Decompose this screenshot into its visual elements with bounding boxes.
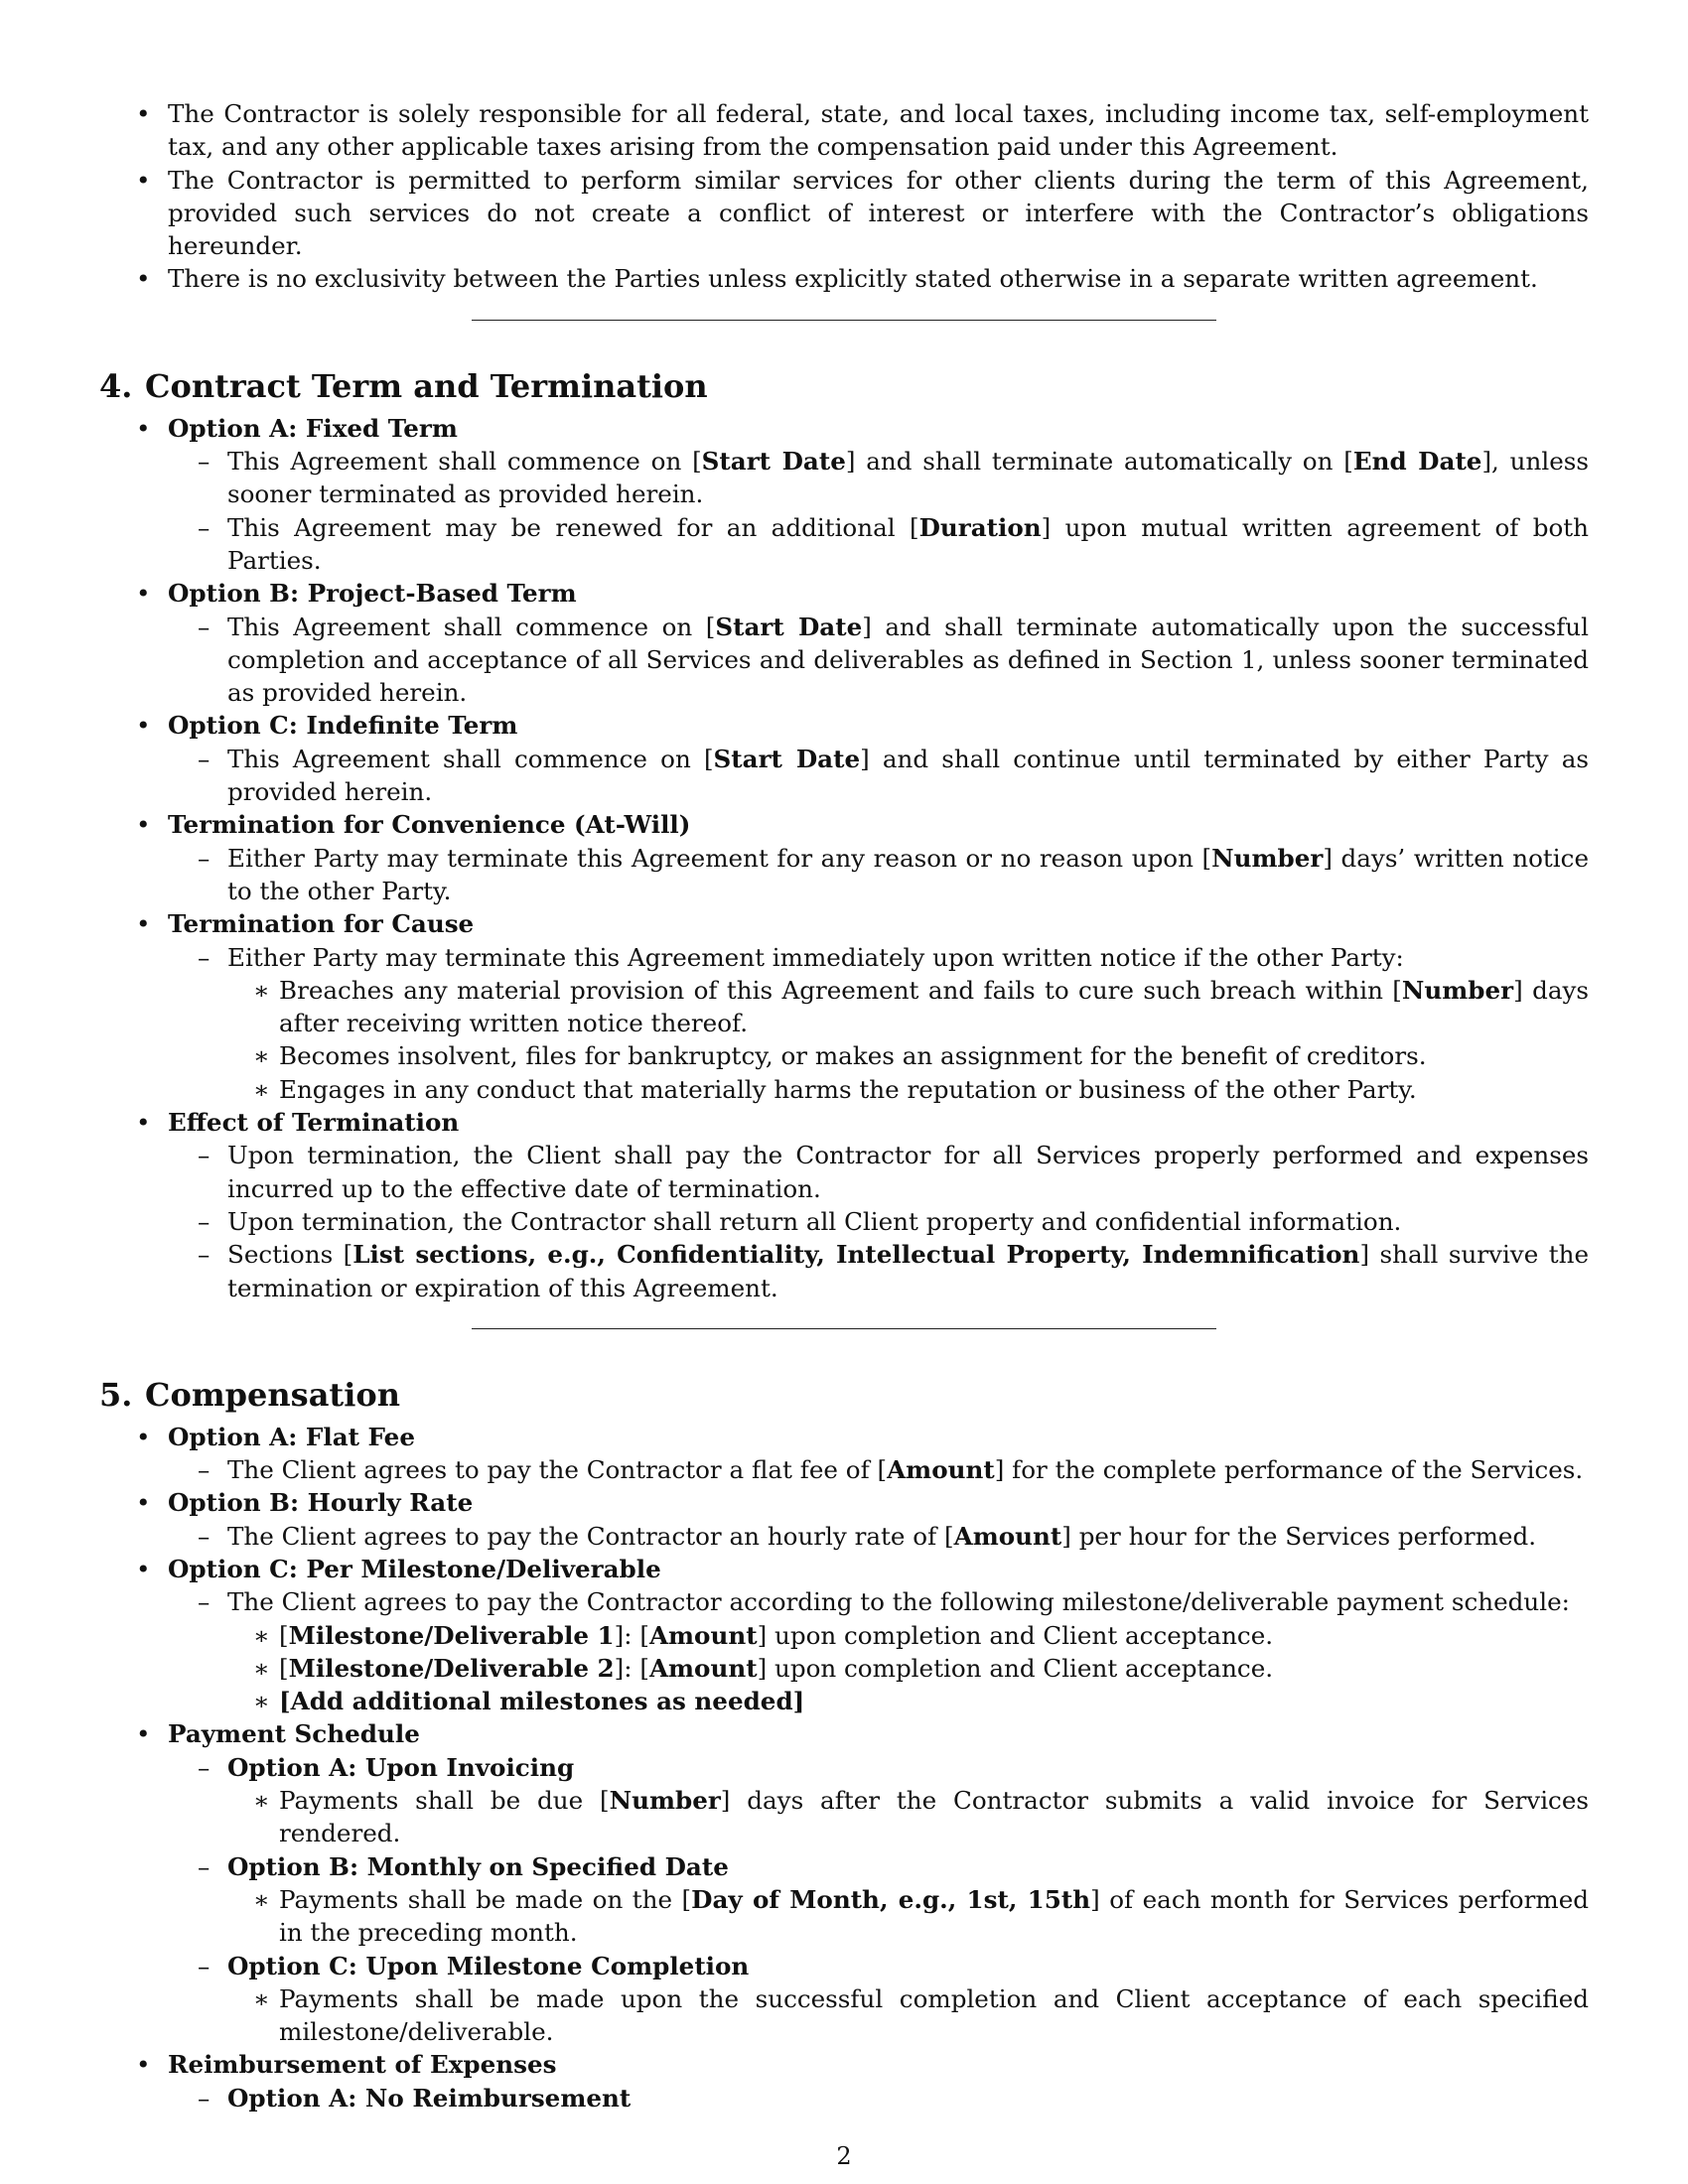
- effect-of-termination: • Effect of Termination – Upon termination, the Client shall pay the Contractor for all Services properly performed and expenses incurred up to the effective date of termination. – Upon termination, the Contractor shall return all Client property and confidential information. – Sections [List sections, e.g., Confidentiality, Intellectual Property, Indemnification] shall survive the termination or expiration of this Agreement.: [99, 1106, 1589, 1304]
- document-page: [99, 97, 1589, 2124]
- list-item: – The Client agrees to pay the Contractor a flat fee of [Amount] for the complete performance of the Services.: [168, 1453, 1589, 1486]
- list-item: – This Agreement shall commence on [Start Date] and shall terminate automatically upon the successful completion and acceptance of all Services and deliverables as defined in Section 1, unless sooner terminated as provided herein.: [168, 611, 1589, 710]
- list-item: • The Contractor is permitted to perform similar services for other clients during the term of this Agreement, provided such services do not create a conflict of interest or interfere with the Contractor’s obligations hereunder.: [99, 164, 1589, 263]
- option-b-project-term: • Option B: Project-Based Term – This Agreement shall commence on [Start Date] and shall terminate automatically upon the successful completion and acceptance of all Services and deliverables as defined in Section 1, unless sooner terminated as provided herein.: [99, 577, 1589, 709]
- list-item: ∗ Payments shall be due [Number] days after the Contractor submits a valid invoice for Services rendered.: [227, 1784, 1589, 1850]
- list-item: – Sections [List sections, e.g., Confidentiality, Intellectual Property, Indemnification] shall survive the termination or expiration of this Agreement.: [168, 1238, 1589, 1304]
- list-item: ∗ Payments shall be made on the [Day of Month, e.g., 1st, 15th] of each month for Services performed in the preceding month.: [227, 1883, 1589, 1950]
- list-item: – Either Party may terminate this Agreement immediately upon written notice if the other Party: ∗ Breaches any material provision of this Agreement and fails to cure such breach within [Number] days after receiving written notice thereof. ∗ Becomes insolvent, files for bankruptcy, or makes an assignment for the benefit of creditors. ∗ Engages in any conduct that materially harms the reputation or business of the other Party.: [168, 941, 1589, 1106]
- intro-bullet-list: [99, 97, 1589, 296]
- section-5-list: [99, 1421, 1589, 2115]
- list-item: – Option A: Upon Invoicing ∗ Payments shall be due [Number] days after the Contractor submits a valid invoice for Services rendered.: [168, 1751, 1589, 1850]
- page-number: 2: [836, 2142, 852, 2170]
- list-item: ∗ Payments shall be made upon the successful completion and Client acceptance of each specified milestone/deliverable.: [227, 1982, 1589, 2049]
- option-b-hourly-rate: • Option B: Hourly Rate – The Client agrees to pay the Contractor an hourly rate of [Amount] per hour for the Services performed.: [99, 1486, 1589, 1553]
- list-item: – Upon termination, the Contractor shall return all Client property and confidential information.: [168, 1205, 1589, 1238]
- section-4: [99, 366, 1589, 1304]
- list-item: – This Agreement shall commence on [Start Date] and shall continue until terminated by either Party as provided herein.: [168, 743, 1589, 809]
- list-item: – This Agreement may be renewed for an additional [Duration] upon mutual written agreement of both Parties.: [168, 511, 1589, 578]
- list-item: – Option B: Monthly on Specified Date ∗ Payments shall be made on the [Day of Month, e.g., 1st, 15th] of each month for Services performed in the preceding month.: [168, 1850, 1589, 1950]
- list-item: • The Contractor is solely responsible for all federal, state, and local taxes, including income tax, self-employment tax, and any other applicable taxes arising from the compensation paid under this Agreement.: [99, 97, 1589, 164]
- termination-for-cause: • Termination for Cause – Either Party may terminate this Agreement immediately upon written notice if the other Party: ∗ Breaches any material provision of this Agreement and fails to cure such breach within [Number] days after receiving written notice thereof. ∗ Becomes insolvent, files for bankruptcy, or makes an assignment for the benefit of creditors. ∗ Engages in any conduct that materially harms the reputation or business of the other Party.: [99, 907, 1589, 1106]
- option-a-flat-fee: • Option A: Flat Fee – The Client agrees to pay the Contractor a flat fee of [Amount] for the complete performance of the Services.: [99, 1421, 1589, 1487]
- list-item: – The Client agrees to pay the Contractor an hourly rate of [Amount] per hour for the Services performed.: [168, 1520, 1589, 1553]
- section-divider: [472, 320, 1216, 321]
- section-4-list: [99, 412, 1589, 1304]
- option-a-fixed-term: • Option A: Fixed Term – This Agreement shall commence on [Start Date] and shall terminate automatically on [End Date], unless sooner terminated as provided herein. – This Agreement may be renewed for an additional [Duration] upon mutual written agreement of both Parties.: [99, 412, 1589, 577]
- section-5: [99, 1375, 1589, 2115]
- list-item: – Upon termination, the Client shall pay the Contractor for all Services properly performed and expenses incurred up to the effective date of termination.: [168, 1139, 1589, 1205]
- reimbursement-of-expenses: • Reimbursement of Expenses – Option A: No Reimbursement: [99, 2048, 1589, 2115]
- list-item: ∗ Breaches any material provision of this Agreement and fails to cure such breach within [Number] days after receiving written notice thereof.: [227, 974, 1589, 1040]
- list-item: – Either Party may terminate this Agreement for any reason or no reason upon [Number] days’ written notice to the other Party.: [168, 842, 1589, 908]
- list-item: ∗ Becomes insolvent, files for bankruptcy, or makes an assignment for the benefit of creditors.: [227, 1039, 1589, 1072]
- list-item: – This Agreement shall commence on [Start Date] and shall terminate automatically on [End Date], unless sooner terminated as provided herein.: [168, 445, 1589, 511]
- list-item: – Option A: No Reimbursement: [168, 2082, 1589, 2115]
- list-item: • There is no exclusivity between the Parties unless explicitly stated otherwise in a separate written agreement.: [99, 262, 1589, 295]
- section-divider: [472, 1328, 1216, 1329]
- section-heading: 5. Compensation: [99, 1375, 400, 1414]
- payment-schedule: • Payment Schedule – Option A: Upon Invoicing ∗ Payments shall be due [Number] days after the Contractor submits a valid invoice for Services rendered. – Option B: Monthly on Specified Date ∗ Payments shall be made on the [Day of Month, e.g., 1st, 15th] of each month for Services performed in the preceding month. – Option C: Upon Milestone Completion ∗ Payments shall be made upon the successful completion and Client acceptance of each specified milestone/deliverable.: [99, 1717, 1589, 2048]
- list-item: ∗ [Add additional milestones as needed]: [227, 1685, 1589, 1717]
- list-item: ∗ Engages in any conduct that materially harms the reputation or business of the other Party.: [227, 1073, 1589, 1106]
- option-c-milestone: • Option C: Per Milestone/Deliverable – The Client agrees to pay the Contractor according to the following milestone/deliverable payment schedule: ∗ [Milestone/Deliverable 1]: [Amount] upon completion and Client acceptance. ∗ [Milestone/Deliverable 2]: [Amount] upon completion and Client acceptance. ∗ [Add additional milestones as needed]: [99, 1553, 1589, 1717]
- termination-for-convenience: • Termination for Convenience (At-Will) – Either Party may terminate this Agreement for any reason or no reason upon [Number] days’ written notice to the other Party.: [99, 808, 1589, 907]
- list-item: – The Client agrees to pay the Contractor according to the following milestone/deliverable payment schedule: ∗ [Milestone/Deliverable 1]: [Amount] upon completion and Client acceptance. ∗ [Milestone/Deliverable 2]: [Amount] upon completion and Client acceptance. ∗ [Add additional milestones as needed]: [168, 1585, 1589, 1717]
- section-heading: 4. Contract Term and Termination: [99, 366, 708, 405]
- list-item: – Option C: Upon Milestone Completion ∗ Payments shall be made upon the successful completion and Client acceptance of each specified milestone/deliverable.: [168, 1950, 1589, 2049]
- option-c-indefinite-term: • Option C: Indefinite Term – This Agreement shall commence on [Start Date] and shall continue until terminated by either Party as provided herein.: [99, 709, 1589, 808]
- list-item: ∗ [Milestone/Deliverable 2]: [Amount] upon completion and Client acceptance.: [227, 1652, 1589, 1685]
- list-item: ∗ [Milestone/Deliverable 1]: [Amount] upon completion and Client acceptance.: [227, 1619, 1589, 1652]
